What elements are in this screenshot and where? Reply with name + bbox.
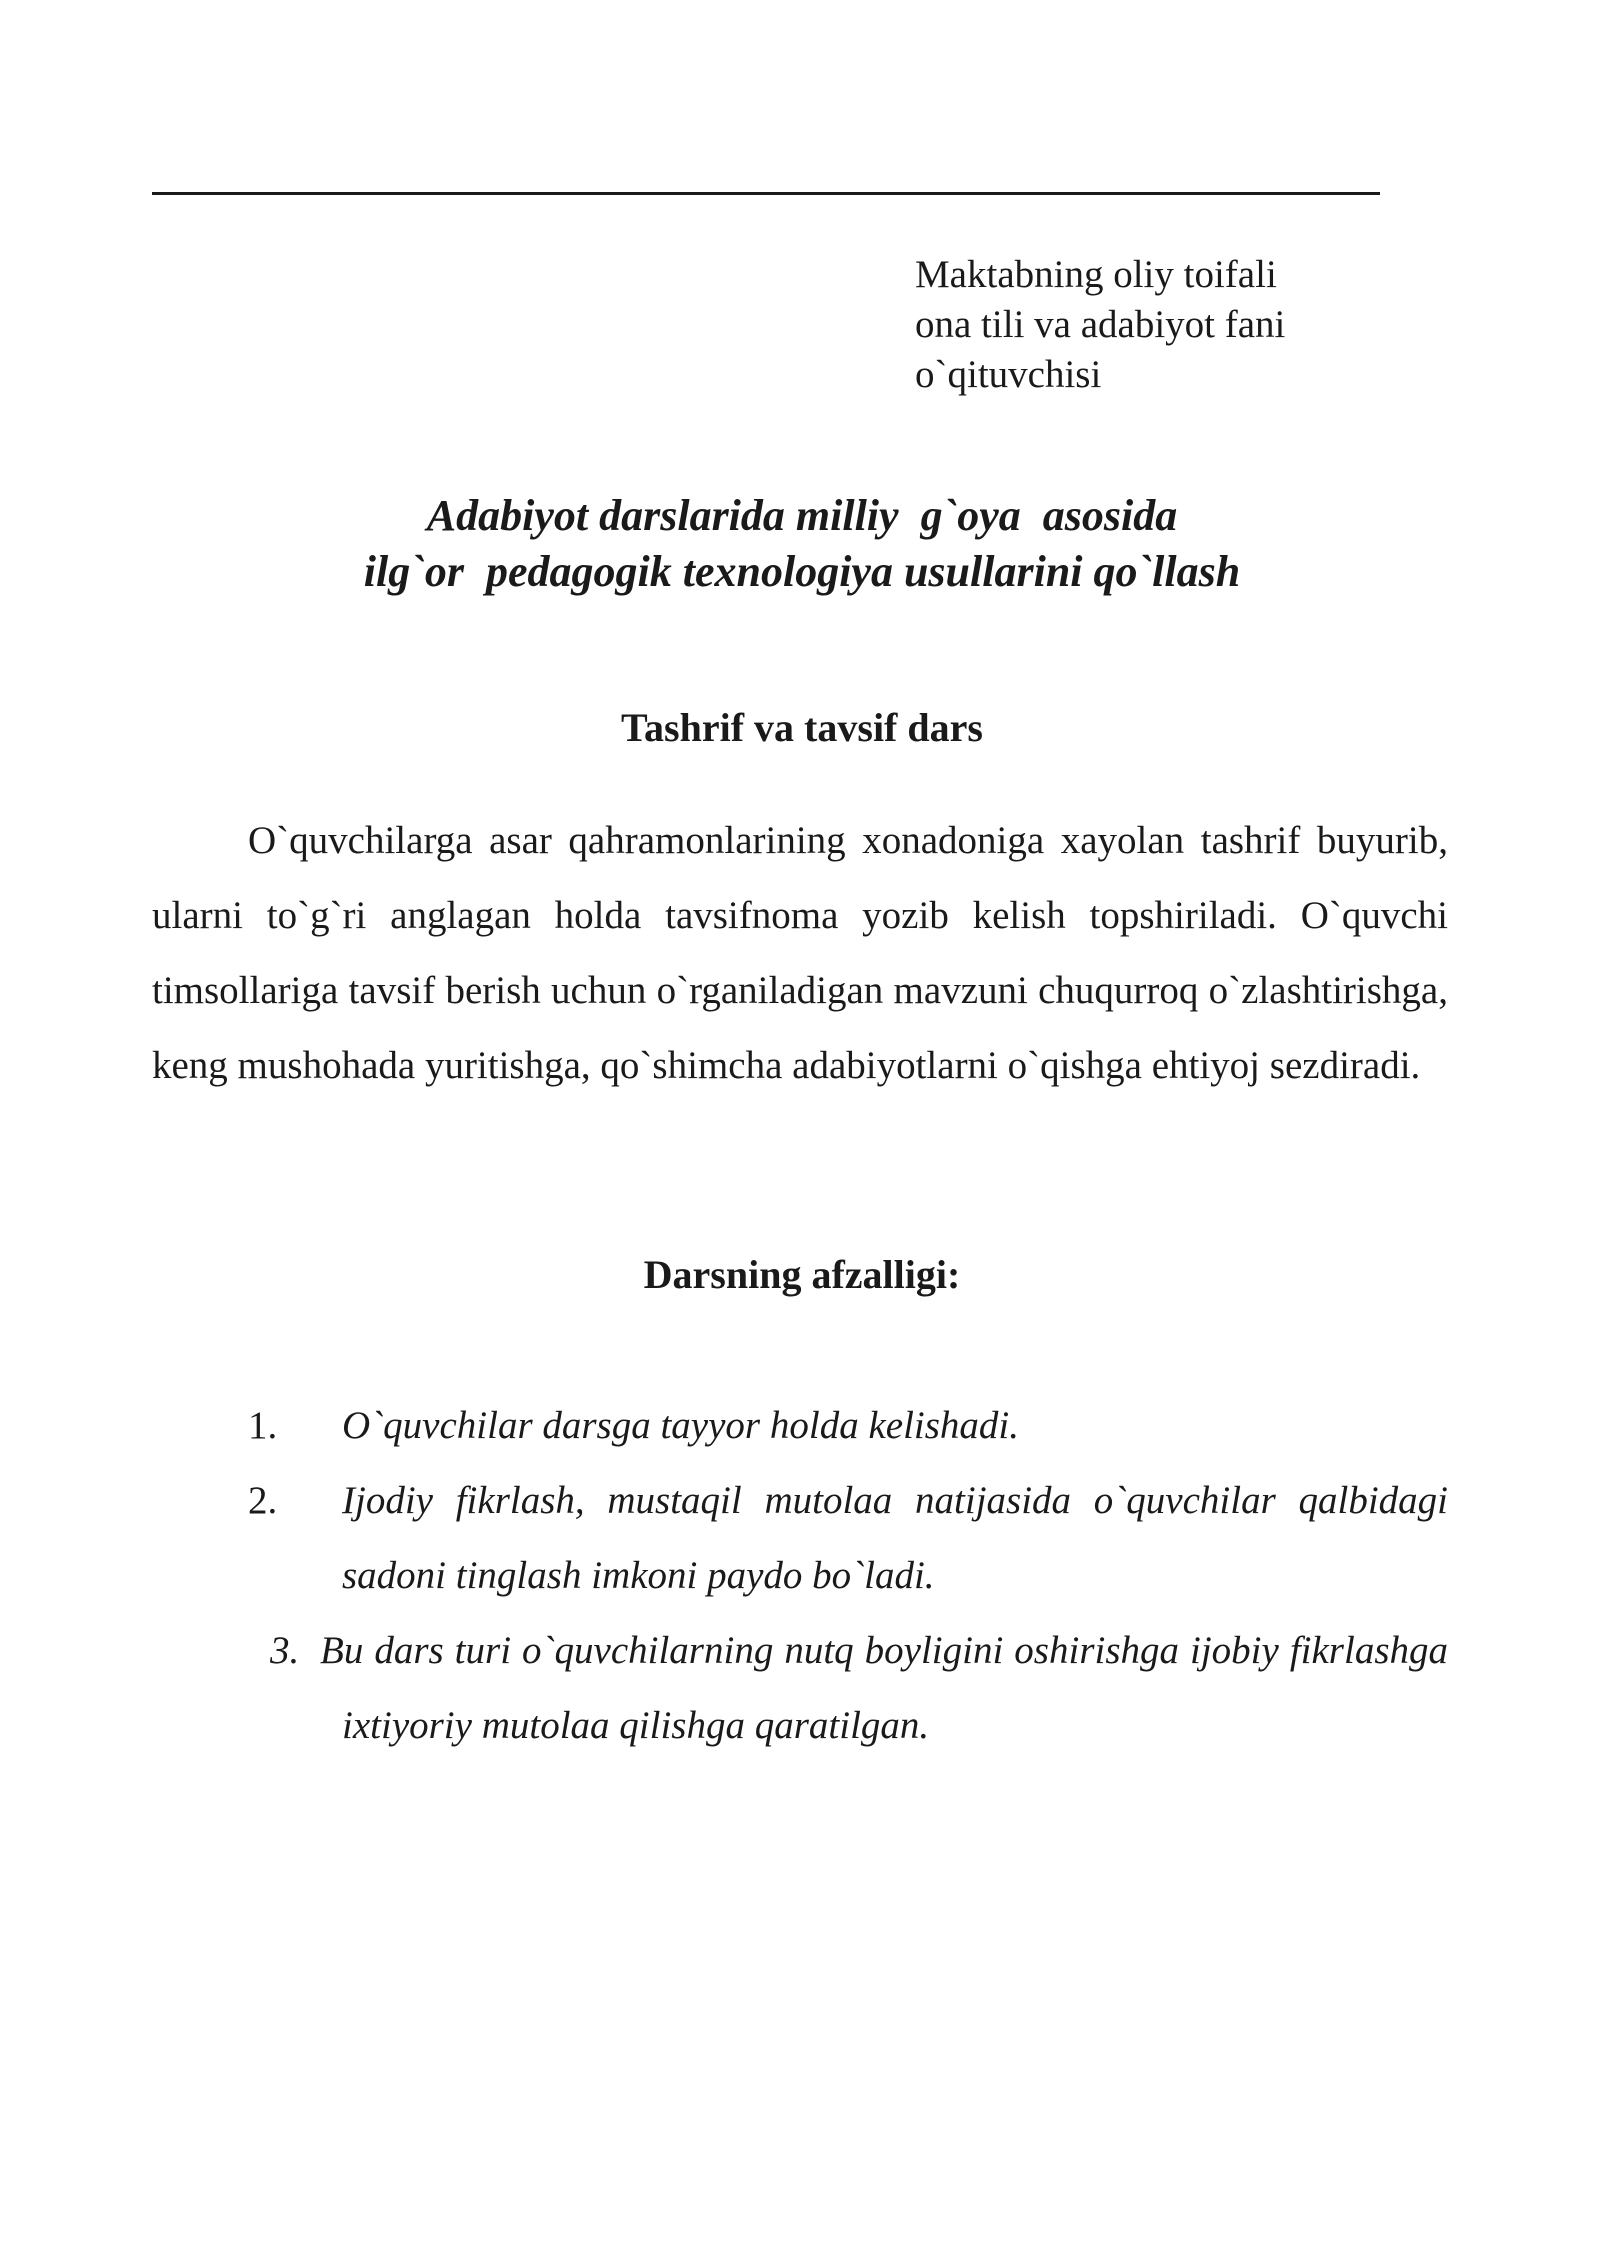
list-item-text: O`quvchilar darsga tayyor holda kelishadi. (342, 1404, 1019, 1447)
title-line-1: Adabiyot darslarida milliy g`oya asosida (426, 491, 1178, 540)
section-heading-tashrif: Tashrif va tavsif dars (621, 705, 983, 750)
list-item-text: Bu dars turi o`quvchilarning nutq boyligini oshirishga ijobiy fikrlashga ixtiyoriy mutolaa qilishga qaratilgan. (320, 1629, 1448, 1747)
author-line-1: Maktabning oliy toifali (915, 253, 1277, 296)
list-item-number: 1. (248, 1404, 278, 1447)
body-paragraph: O`quvchilarga asar qahramonlarining xonadoniga xayolan tashrif buyurib, ularni to`g`ri anglagan holda tavsifnoma yozib kelish topshiriladi. O`quvchi timsollariga tavsif berish uchun o`rganiladigan mavzuni chuqurroq o`zlashtirishga, keng mushohada yuritishga, qo`shimcha adabiyotlarni o`qishga ehtiyoj sezdiradi. (152, 819, 1448, 1087)
author-line-3: o`qituvchisi (915, 353, 1102, 396)
author-block (915, 250, 1515, 400)
list-item-number: 2. (248, 1479, 278, 1522)
top-horizontal-rule (152, 192, 1380, 195)
document-title (152, 488, 1452, 600)
list-item (152, 1388, 1448, 1463)
list-item-number: 3. (270, 1629, 300, 1672)
advantages-list (152, 1388, 1448, 1763)
list-item-text: Ijodiy fikrlash, mustaqil mutolaa natijasida o`quvchilar qalbidagi sadoni tinglash imkoni paydo bo`ladi. (342, 1479, 1448, 1597)
author-line-2: ona tili va adabiyot fani (915, 303, 1286, 346)
section-heading-afzalligi: Darsning afzalligi: (643, 1252, 961, 1297)
list-item (152, 1463, 1448, 1613)
title-line-2: ilg`or pedagogik texnologiya usullarini qo`llash (363, 547, 1241, 596)
list-item (152, 1613, 1448, 1763)
